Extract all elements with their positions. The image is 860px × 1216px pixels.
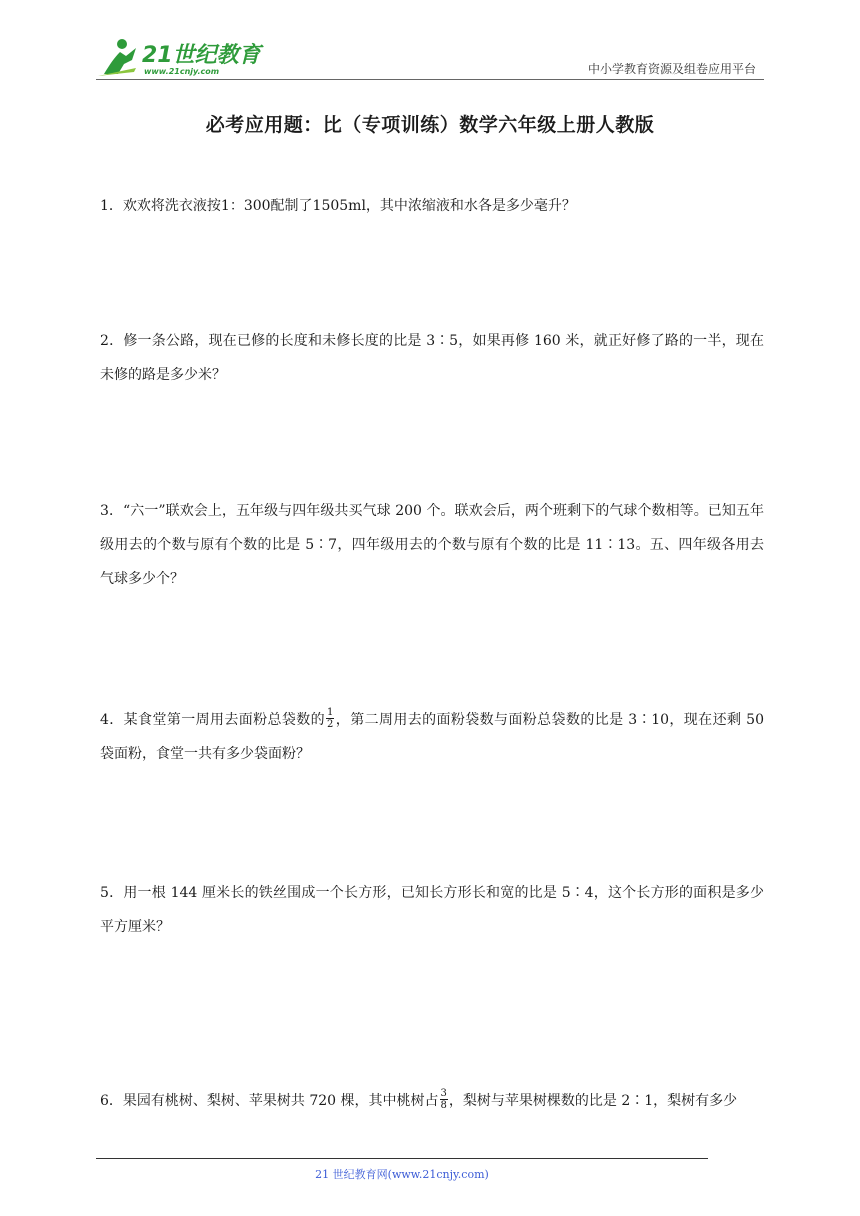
- logo-graphic: [96, 34, 266, 80]
- question-2: 2．修一条公路，现在已修的长度和未修长度的比是 3∶5，如果再修 160 米，就正好修了路的一半，现在未修的路是多少米？: [100, 333, 764, 383]
- footer-text: 21 世纪教育网(www.21cnjy.com): [315, 1168, 489, 1181]
- footer-divider: [96, 1158, 708, 1159]
- header-divider: [96, 79, 764, 80]
- fraction-three-eighths: [440, 1088, 448, 1111]
- logo: [96, 34, 266, 80]
- question-3: 3．“六一”联欢会上，五年级与四年级共买气球 200 个。联欢会后，两个班剩下的气球个数相等。已知五年级用去的个数与原有个数的比是 5∶7，四年级用去的个数与原有个数的比是 11∶13。五、四年级各用去气球多少个？: [100, 503, 764, 587]
- question-6: [100, 1084, 764, 1118]
- question-6-text-end: ，梨树与苹果树棵数的比是 2∶1，梨树有多少: [448, 1093, 738, 1109]
- page-title: 必考应用题：比（专项训练）数学六年级上册人教版: [205, 114, 655, 136]
- fraction-numerator: 1: [327, 706, 334, 718]
- fraction-numerator: 3: [440, 1087, 447, 1099]
- logo-text: 21世纪教育: [142, 43, 261, 68]
- header-platform-text: 中小学教育资源及组卷应用平台: [587, 62, 756, 76]
- fraction-denominator: 2: [327, 718, 334, 730]
- fraction-denominator: 8: [440, 1099, 447, 1111]
- question-4: [100, 703, 764, 771]
- question-1: 1．欢欢将洗衣液按1：300配制了1505ml，其中浓缩液和水各是多少毫升？: [100, 198, 576, 214]
- question-4-text-end: ，第二周用去的面粉袋数与面粉总袋数的比是 3∶10，现在还剩 50 袋面粉，食堂一共有多少袋面粉？: [100, 712, 764, 762]
- fraction-one-half: [326, 707, 334, 730]
- question-5: 5．用一根 144 厘米长的铁丝围成一个长方形，已知长方形长和宽的比是 5∶4，这个长方形的面积是多少平方厘米？: [100, 885, 764, 935]
- logo-url: www.21cnjy.com: [144, 67, 220, 76]
- question-6-text-start: 6．果园有桃树、梨树、苹果树共 720 棵，其中桃树占: [100, 1093, 439, 1109]
- question-4-text-start: 4．某食堂第一周用去面粉总袋数的: [100, 712, 326, 728]
